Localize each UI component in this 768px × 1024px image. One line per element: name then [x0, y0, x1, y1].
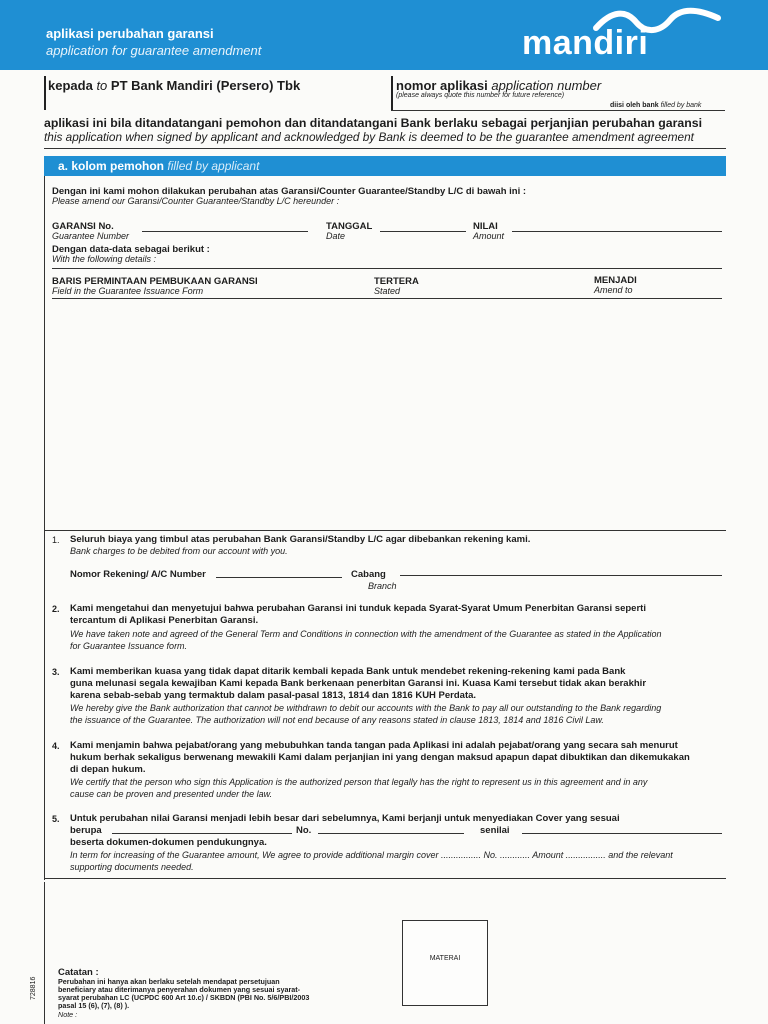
branch-label: Cabang — [351, 569, 386, 580]
clause-3-line-2: guna melunasi segala kewajiban Kami kepada Bank berkenaan penerbitan Garansi ini. Kuasa Kami tersebut tidak akan berakhir — [70, 678, 647, 689]
note-line-4: pasal 15 (6), (7), (8) ). — [58, 1001, 130, 1010]
mandiri-logo: mandiri — [522, 24, 649, 62]
amount-label-en: Amount — [473, 231, 505, 241]
section-frame-left — [44, 176, 45, 530]
divider — [44, 148, 726, 149]
kepada-label: kepada to PT Bank Mandiri (Persero) Tbk — [48, 78, 301, 93]
clause-2-en-1: We have taken note and agreed of the General Term and Conditions in connection with the amendment of the Guarantee as stated in the Application — [70, 629, 662, 639]
clause-2-en-2: for Guarantee Issuance form. — [70, 641, 188, 651]
clause-4-line-2: hukum berhak sekaligus berwenang mewakili Kami dalam perjanjian ini yang dengan maksud apapun dapat dibuktikan dan dikemukakan — [70, 752, 690, 763]
clause-1-text: Seluruh biaya yang timbul atas perubahan Bank Garansi/Standby L/C agar dibebankan rekening kami. — [70, 534, 531, 545]
note-line-2: beneficiary atau diterimanya penyerahan dokumen yang sesuai syarat- — [58, 985, 301, 994]
clause-5-en-2: supporting documents needed. — [70, 862, 194, 872]
intro-text-en: Please amend our Garansi/Counter Guarantee/Standby L/C hereunder : — [52, 196, 340, 206]
clause-3-en-2: the issuance of the Guarantee. The authorization will not end because of any reasons stated in clause 1813, 1814 and 1816 Civil Law. — [70, 715, 604, 725]
clauses-bottom-divider — [44, 878, 726, 879]
stamp-duty-box[interactable] — [402, 920, 488, 1006]
amount-label: NILAI — [473, 221, 498, 232]
details-label: Dengan data-data sebagai berikut : — [52, 244, 210, 255]
section-a-title: a. kolom pemohon filled by applicant — [58, 159, 260, 173]
application-number-note: (please always quote this number for future reference) — [396, 92, 565, 99]
note-en-label: Note : — [58, 1010, 78, 1019]
form-title: aplikasi perubahan garansi — [46, 26, 214, 41]
application-number-label: nomor aplikasi application number — [396, 78, 602, 93]
filled-by-bank-label: diisi oleh bank filled by bank — [610, 102, 702, 109]
clause-2-line-1: Kami mengetahui dan menyetujui bahwa perubahan Garansi ini tunduk kepada Syarat-Syarat Umum Penerbitan Garansi seperti — [70, 603, 646, 614]
stamp-duty-label: MATERAI — [429, 955, 461, 962]
clause-1-text-en: Bank charges to be debited from our account with you. — [70, 546, 288, 556]
account-number-field[interactable] — [216, 577, 342, 578]
clause-4-line-3: di depan hukum. — [70, 764, 146, 775]
date-label: TANGGAL — [326, 221, 373, 232]
form-subtitle: application for guarantee amendment — [46, 43, 262, 58]
details-label-en: With the following details : — [52, 254, 156, 264]
guarantee-number-field[interactable] — [142, 231, 308, 232]
nomor-bar — [391, 76, 393, 110]
clause-5-no-label: No. — [296, 825, 312, 836]
date-label-en: Date — [326, 231, 346, 241]
columns-divider — [52, 298, 722, 299]
cover-number-field[interactable] — [318, 833, 464, 834]
col-stated-header: TERTERA — [374, 276, 419, 287]
clause-3-line-1: Kami memberikan kuasa yang tidak dapat ditarik kembali kepada Bank untuk mendebet rekening-rekening kami pada Bank — [70, 666, 626, 677]
section-frame-bottom — [44, 530, 726, 531]
branch-label-en: Branch — [368, 581, 397, 591]
footer-frame-left — [44, 882, 45, 1024]
clause-4-en-2: cause can be proven and presented under the law. — [70, 789, 273, 799]
col-amend-header-en: Amend to — [594, 285, 633, 295]
branch-field[interactable] — [400, 575, 722, 576]
agreement-text-en: this application when signed by applicant and acknowledged by Bank is deemed to be the guarantee amendment agreement — [44, 130, 694, 144]
clause-3-line-3: karena sebab-sebab yang termaktub dalam pasal-pasal 1813, 1814 dan 1816 KUH Perdata. — [70, 690, 477, 701]
cover-amount-field[interactable] — [522, 833, 722, 834]
col-amend-header: MENJADI — [594, 275, 637, 286]
clause-2-line-2: tercantum di Aplikasi Penerbitan Garansi. — [70, 615, 259, 626]
clause-1-number: 1. — [52, 535, 60, 545]
application-number-line — [391, 110, 725, 111]
cover-type-field[interactable] — [112, 833, 292, 834]
clauses-frame-left — [44, 530, 45, 880]
col-stated-header-en: Stated — [374, 286, 401, 296]
col-field-header-en: Field in the Guarantee Issuance Form — [52, 286, 204, 296]
kepada-bar — [44, 76, 46, 110]
guarantee-number-label-en: Guarantee Number — [52, 231, 130, 241]
clause-3-en-1: We hereby give the Bank authorization that cannot be withdrawn to debit our accounts with the Bank to pay all our outstanding to the Bank regarding — [70, 703, 662, 713]
clause-5-line-3: beserta dokumen-dokumen pendukungnya. — [70, 837, 267, 848]
note-line-3: syarat perubahan LC (UCPDC 600 Art 10.c) / SKBDN (PBI No. 5/6/PBI/2003 — [58, 993, 310, 1002]
clause-4-number: 4. — [52, 741, 60, 751]
form-code: 728816 — [30, 976, 37, 1000]
clause-5-en-1: In term for increasing of the Guarantee amount, We agree to provide additional margin cover ................ No. ............ Amount ................ and the relevant — [70, 850, 673, 860]
notes-title: Catatan : — [58, 967, 99, 978]
clause-5-number: 5. — [52, 814, 60, 824]
clause-5-berupa-label: berupa — [70, 825, 102, 836]
details-divider — [52, 268, 722, 269]
agreement-text-id: aplikasi ini bila ditandatangani pemohon dan ditandatangani Bank berlaku sebagai perjanjian perubahan garansi — [44, 116, 703, 130]
clause-4-en-1: We certify that the person who sign this Application is the authorized person that legally has the right to represent us in this agreement and in any — [70, 777, 648, 787]
clause-2-number: 2. — [52, 604, 60, 614]
note-line-1: Perubahan ini hanya akan berlaku setelah mendapat persetujuan — [58, 977, 280, 986]
date-field[interactable] — [380, 231, 466, 232]
clause-5-line-1: Untuk perubahan nilai Garansi menjadi lebih besar dari sebelumnya, Kami berjanji untuk menyediakan Cover yang sesuai — [70, 813, 620, 824]
guarantee-number-label: GARANSI No. — [52, 221, 114, 232]
account-number-label: Nomor Rekening/ A/C Number — [70, 569, 206, 580]
clause-4-line-1: Kami menjamin bahwa pejabat/orang yang mebubuhkan tanda tangan pada Aplikasi ini adalah pejabat/orang yang secara sah menurut — [70, 740, 678, 751]
amount-field[interactable] — [512, 231, 722, 232]
amendment-details-area[interactable] — [52, 300, 722, 525]
intro-text-id: Dengan ini kami mohon dilakukan perubahan atas Garansi/Counter Guarantee/Standby L/C di bawah ini : — [52, 186, 527, 197]
clause-5-senilai-label: senilai — [480, 825, 510, 836]
clause-3-number: 3. — [52, 667, 60, 677]
col-field-header: BARIS PERMINTAAN PEMBUKAAN GARANSI — [52, 276, 258, 287]
